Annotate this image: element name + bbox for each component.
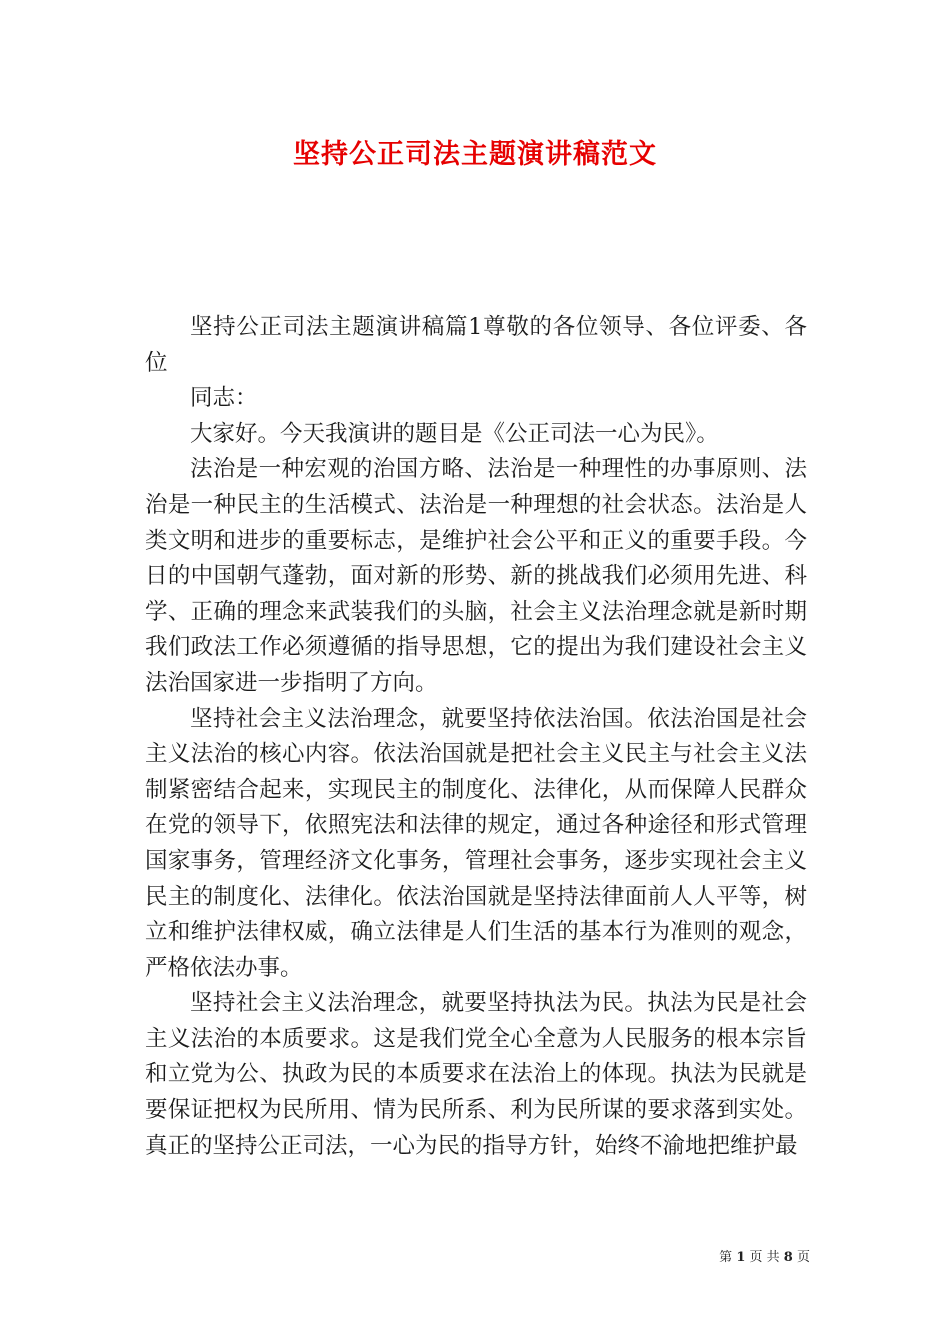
footer-prefix: 第 <box>719 1250 733 1265</box>
paragraph-2: 同志： <box>190 385 258 412</box>
paragraph-3: 大家好。今天我演讲的题目是《公正司法一心为民》。 <box>190 420 719 447</box>
page-footer <box>719 1246 810 1265</box>
document-body <box>145 310 807 1164</box>
paragraph-5: 坚持社会主义法治理念，就要坚持依法治国。依法治国是社会主义法治的核心内容。依法治国就是把社会主义民主与社会主义法制紧密结合起来，实现民主的制度化、法律化，从而保障人民群众在党的领导下，依照宪法和法律的规定，通过各种途径和形式管理国家事务，管理经济文化事务，管理社会事务，逐步实现社会主义民主的制度化、法律化。依法治国就是坚持法律面前人人平等，树立和维护法律权威，确立法律是人们生活的基本行为准则的观念，严格依法办事。 <box>145 705 807 981</box>
document-title: 坚持公正司法主题演讲稿范文 <box>293 139 657 170</box>
paragraph-4: 法治是一种宏观的治国方略、法治是一种理性的办事原则、法治是一种民主的生活模式、法治是一种理想的社会状态。法治是人类文明和进步的重要标志，是维护社会公平和正义的重要手段。今日的中国朝气蓬勃，面对新的形势、新的挑战我们必须用先进、科学、正确的理念来武装我们的头脑，社会主义法治理念就是新时期我们政法工作必须遵循的指导思想，它的提出为我们建设社会主义法治国家进一步指明了方向。 <box>145 456 807 696</box>
footer-middle: 页 共 <box>749 1250 780 1265</box>
footer-current-page: 1 <box>736 1250 746 1265</box>
paragraph-6: 坚持社会主义法治理念，就要坚持执法为民。执法为民是社会主义法治的本质要求。这是我们党全心全意为人民服务的根本宗旨和立党为公、执政为民的本质要求在法治上的体现。执法为民就是要保证把权为民所用、情为民所系、利为民所谋的要求落到实处。真正的坚持公正司法，一心为民的指导方针，始终不渝地把维护最 <box>145 990 807 1159</box>
footer-total-pages: 8 <box>783 1250 793 1265</box>
paragraph-1: 坚持公正司法主题演讲稿篇1尊敬的各位领导、各位评委、各位 <box>145 314 807 376</box>
footer-suffix: 页 <box>796 1250 810 1265</box>
